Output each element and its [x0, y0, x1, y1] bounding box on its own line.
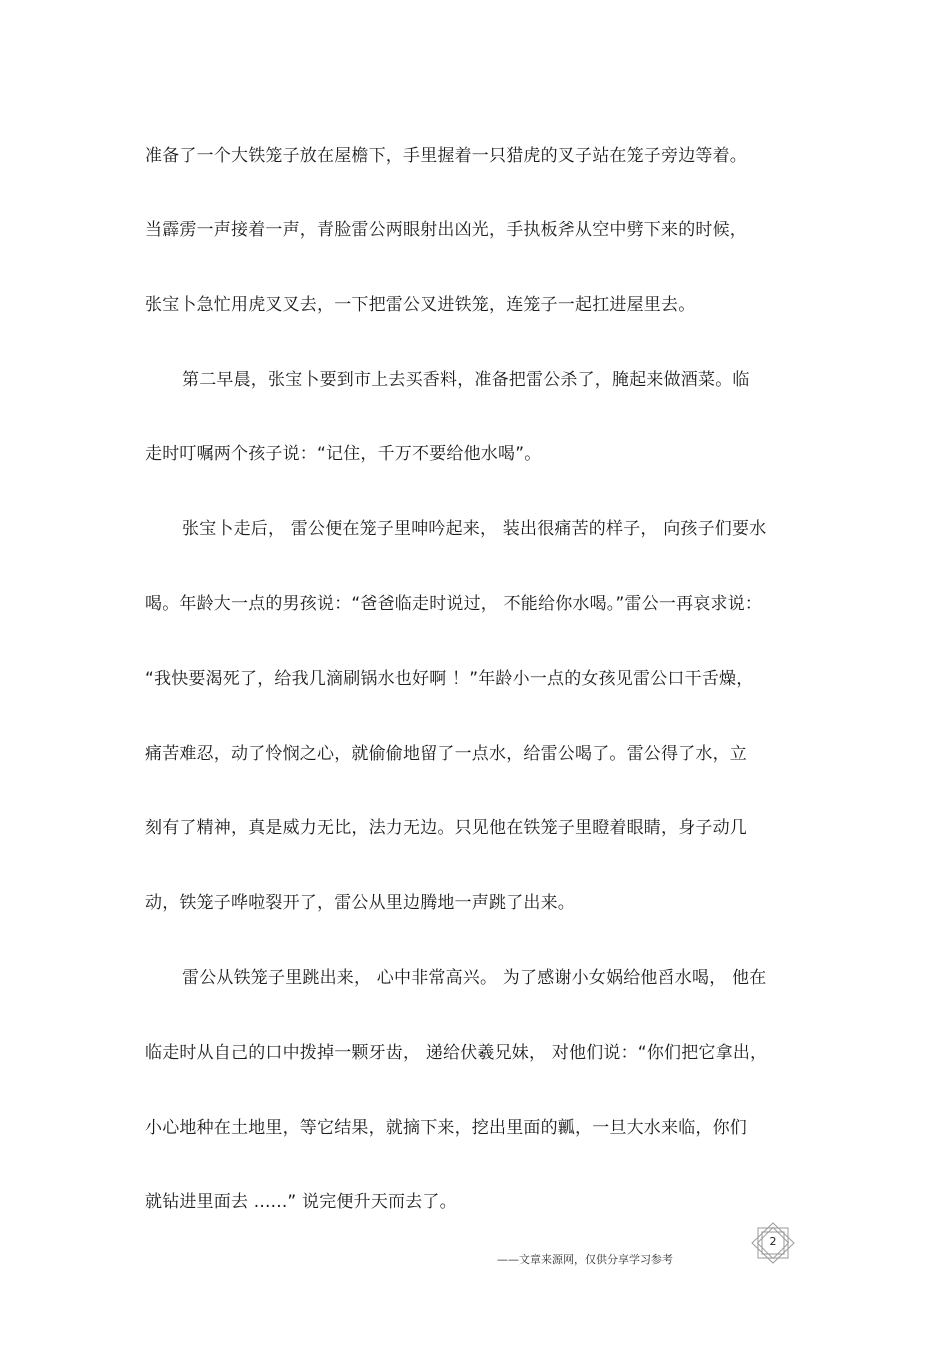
text-line: 张宝卜急忙用虎叉叉去，一下把雷公叉进铁笼，连笼子一起扛进屋里去。 — [145, 295, 696, 315]
text-line: 临走时从自己的口中拨掉一颗牙齿， 递给伏羲兄妹， 对他们说：“你们把它拿出， — [145, 1043, 768, 1063]
text-line: 小心地种在土地里，等它结果，就摘下来，挖出里面的瓤，一旦大水来临，你们 — [145, 1118, 747, 1138]
text-line: 就钻进里面去 ......” 说完便升天而去了。 — [145, 1192, 457, 1212]
page-number: 2 — [769, 1235, 777, 1248]
text-line: 刻有了精神，真是威力无比，法力无边。只见他在铁笼子里瞪着眼睛，身子动几 — [145, 818, 747, 838]
text-line: 当霹雳一声接着一声，青脸雷公两眼射出凶光，手执板斧从空中劈下来的时候， — [145, 220, 747, 240]
source-note: ——文章来源网，仅供分享学习参考 — [497, 1253, 673, 1266]
paragraph-first-line: 雷公从铁笼子里跳出来， 心中非常高兴。 为了感谢小女娲给他舀水喝， 他在 — [182, 968, 767, 988]
text-line: 走时叮嘱两个孩子说：“记住，千万不要给他水喝”。 — [145, 444, 542, 464]
paragraph-first-line: 第二早晨，张宝卜要到市上去买香料，准备把雷公杀了，腌起来做酒菜。临 — [182, 370, 750, 390]
text-line: 痛苦难忍，动了怜悯之心，就偷偷地留了一点水，给雷公喝了。雷公得了水，立 — [145, 744, 747, 764]
text-line: 动，铁笼子哗啦裂开了，雷公从里边腾地一声跳了出来。 — [145, 893, 575, 913]
text-line: “我快要渴死了，给我几滴刷锅水也好啊 ！”年龄小一点的女孩见雷公口干舌燥， — [145, 669, 754, 689]
paragraph-first-line: 张宝卜走后， 雷公便在笼子里呻吟起来， 装出很痛苦的样子， 向孩子们要水 — [182, 519, 767, 539]
text-line: 准备了一个大铁笼子放在屋檐下，手里握着一只猎虎的叉子站在笼子旁边等着。 — [145, 146, 747, 166]
text-line: 喝。年龄大一点的男孩说：“爸爸临走时说过， 不能给你水喝。”雷公一再哀求说： — [145, 594, 763, 614]
page-number-badge — [750, 1222, 796, 1264]
